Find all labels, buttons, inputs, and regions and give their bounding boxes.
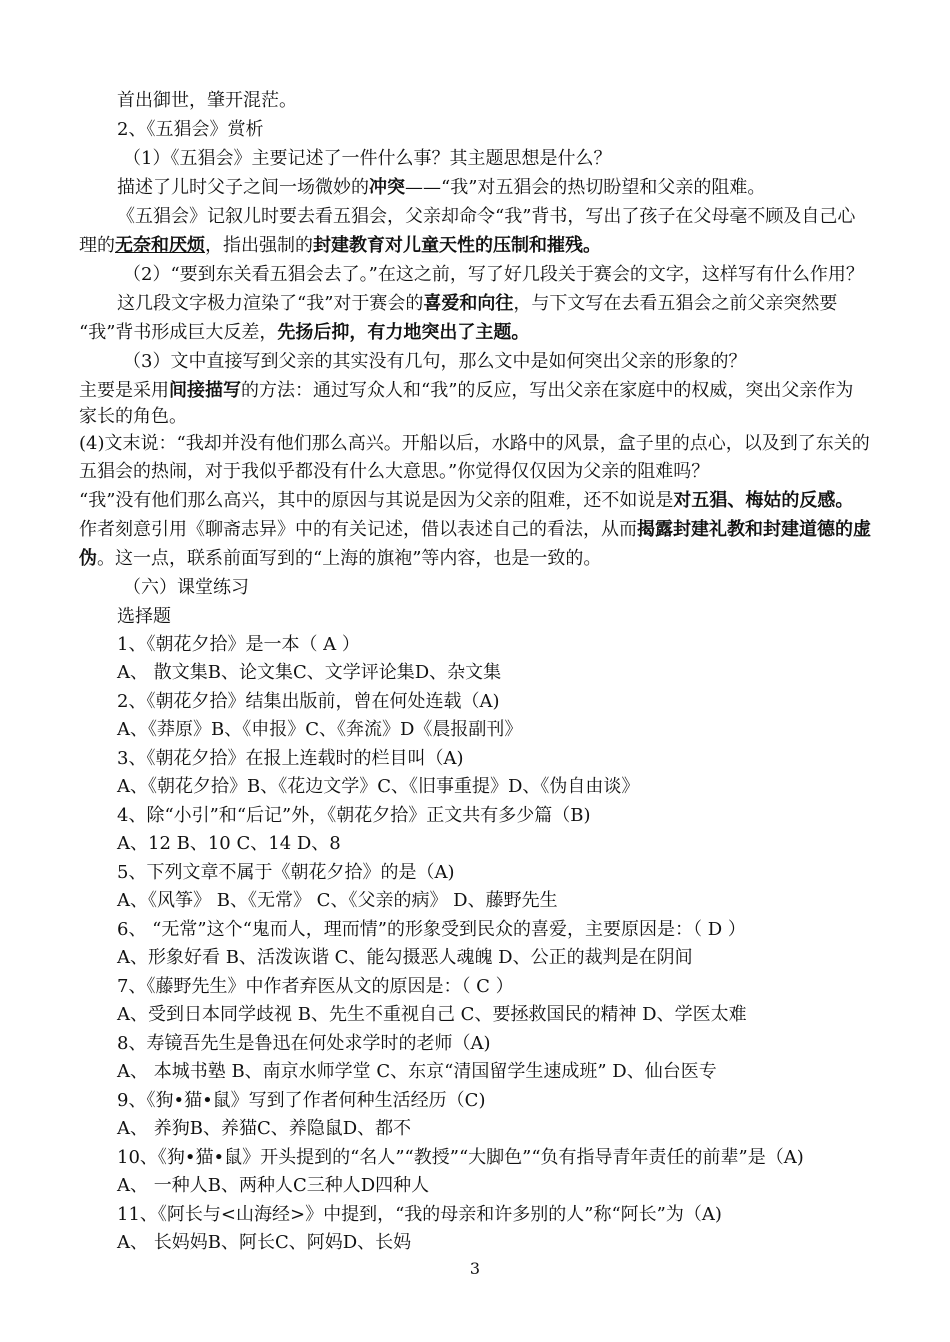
quiz-options: A、《莽原》B、《申报》C、《奔流》D《晨报副刊》 — [117, 719, 523, 740]
question-line: （1）《五猖会》主要记述了一件什么事？其主题思想是什么？ — [123, 148, 612, 169]
underlined-emphasis-text: 无奈和厌烦 — [115, 235, 205, 256]
answer-line: “我”背书形成巨大反差，先扬后抑，有力地突出了主题。 — [79, 322, 530, 343]
emphasis-text: 间接描写 — [169, 380, 241, 401]
answer-line: 《五猖会》记叙儿时要去看五猖会，父亲却命令“我”背书，写出了孩子在父母毫不顾及自己心 — [117, 206, 856, 227]
answer-line: 描述了儿时父子之间一场微妙的冲突——“我”对五猖会的热切盼望和父亲的阻难。 — [117, 177, 766, 198]
quiz-question: 3、《朝花夕拾》在报上连载时的栏目叫（A) — [117, 748, 464, 769]
quiz-question: 1、《朝花夕拾》是一本（ A ） — [117, 634, 360, 655]
quiz-question: 9、《狗•猫•鼠》写到了作者何种生活经历（C) — [117, 1090, 486, 1111]
quiz-options: A、 一种人B、两种人C三种人D四种人 — [117, 1175, 430, 1196]
answer-line: 主要是采用间接描写的方法：通过写众人和“我”的反应，写出父亲在家庭中的权威，突出父亲作为 — [79, 380, 854, 401]
quiz-question: 8、寿镜吾先生是鲁迅在何处求学时的老师（A) — [117, 1033, 491, 1054]
emphasis-text: 对五猖、梅姑的反感。 — [673, 490, 854, 511]
section-heading: 2、《五猖会》赏析 — [117, 119, 264, 140]
quiz-options: A、《风筝》 B、《无常》 C、《父亲的病》 D、藤野先生 — [117, 890, 558, 911]
answer-line: 这几段文字极力渲染了“我”对于赛会的喜爱和向往，与下文写在去看五猖会之前父亲突然要 — [117, 293, 838, 314]
question-line: （3）文中直接写到父亲的其实没有几句，那么文中是如何突出父亲的形象的？ — [123, 351, 747, 372]
quiz-question: 4、除“小引”和“后记”外，《朝花夕拾》正文共有多少篇（B) — [117, 805, 591, 826]
emphasis-text: 先扬后抑，有力地突出了主题。 — [277, 322, 530, 343]
subsection-heading: 选择题 — [117, 606, 171, 627]
answer-line: 作者刻意引用《聊斋志异》中的有关记述，借以表述自己的看法，从而揭露封建礼教和封建道德的虚 — [79, 519, 871, 540]
question-line: (4)文末说：“我却并没有他们那么高兴。开船以后，水路中的风景，盒子里的点心，以及到了东关的 — [79, 433, 870, 454]
quiz-question: 5、下列文章不属于《朝花夕拾》的是（A) — [117, 862, 455, 883]
emphasis-text: 揭露封建礼教和封建道德的虚 — [637, 519, 871, 540]
quiz-options: A、 长妈妈B、阿长C、阿妈D、长妈 — [117, 1232, 412, 1253]
emphasis-text: 封建教育对儿童天性的压制和摧残。 — [313, 235, 601, 256]
emphasis-text: 冲突 — [369, 177, 405, 198]
quiz-question: 7、《藤野先生》中作者弃医从文的原因是：（ C ） — [117, 976, 514, 997]
emphasis-text: 伪 — [79, 548, 97, 569]
section-heading: （六）课堂练习 — [123, 577, 249, 598]
emphasis-text: 喜爱和向往 — [423, 293, 514, 314]
quiz-options: A、 本城书塾 B、南京水师学堂 C、东京“清国留学生速成班” D、仙台医专 — [117, 1061, 717, 1082]
quiz-question: 11、《阿长与<山海经>》中提到，“我的母亲和许多别的人”称“阿长”为（A) — [117, 1204, 722, 1225]
quiz-question: 6、 “无常”这个“鬼而人，理而情”的形象受到民众的喜爱，主要原因是：（ D ） — [117, 919, 746, 940]
answer-line: 家长的角色。 — [79, 406, 187, 427]
answer-line: 伪。这一点，联系前面写到的“上海的旗袍”等内容，也是一致的。 — [79, 548, 602, 569]
answer-line: “我”没有他们那么高兴，其中的原因与其说是因为父亲的阻难，还不如说是对五猖、梅姑的反感。 — [79, 490, 854, 511]
quiz-options: A、12 B、10 C、14 D、8 — [117, 833, 341, 854]
quiz-options: A、形象好看 B、活泼诙谐 C、能勾摄恶人魂魄 D、公正的裁判是在阴间 — [117, 947, 693, 968]
quiz-question: 2、《朝花夕拾》结集出版前，曾在何处连载（A) — [117, 691, 500, 712]
quiz-question: 10、《狗•猫•鼠》开头提到的“名人”“教授”“大脚色”“负有指导青年责任的前辈”是（A) — [117, 1147, 804, 1168]
quiz-options: A、《朝花夕拾》B、《花边文学》C、《旧事重提》D、《伪自由谈》 — [117, 776, 640, 797]
quiz-options: A、受到日本同学歧视 B、先生不重视自己 C、要拯救国民的精神 D、学医太难 — [117, 1004, 747, 1025]
quiz-options: A、 散文集B、论文集C、文学评论集D、杂文集 — [117, 662, 502, 683]
question-line: （2）“要到东关看五猖会去了。”在这之前，写了好几段关于赛会的文字，这样写有什么作用？ — [123, 264, 864, 285]
page-number: 3 — [469, 1259, 481, 1278]
text-line: 首出御世，肇开混茫。 — [117, 90, 297, 111]
answer-line: 理的无奈和厌烦，指出强制的封建教育对儿童天性的压制和摧残。 — [79, 235, 601, 256]
question-line: 五猖会的热闹，对于我似乎都没有什么大意思。”你觉得仅仅因为父亲的阻难吗？ — [79, 461, 710, 482]
quiz-options: A、 养狗B、养猫C、养隐鼠D、都不 — [117, 1118, 412, 1139]
